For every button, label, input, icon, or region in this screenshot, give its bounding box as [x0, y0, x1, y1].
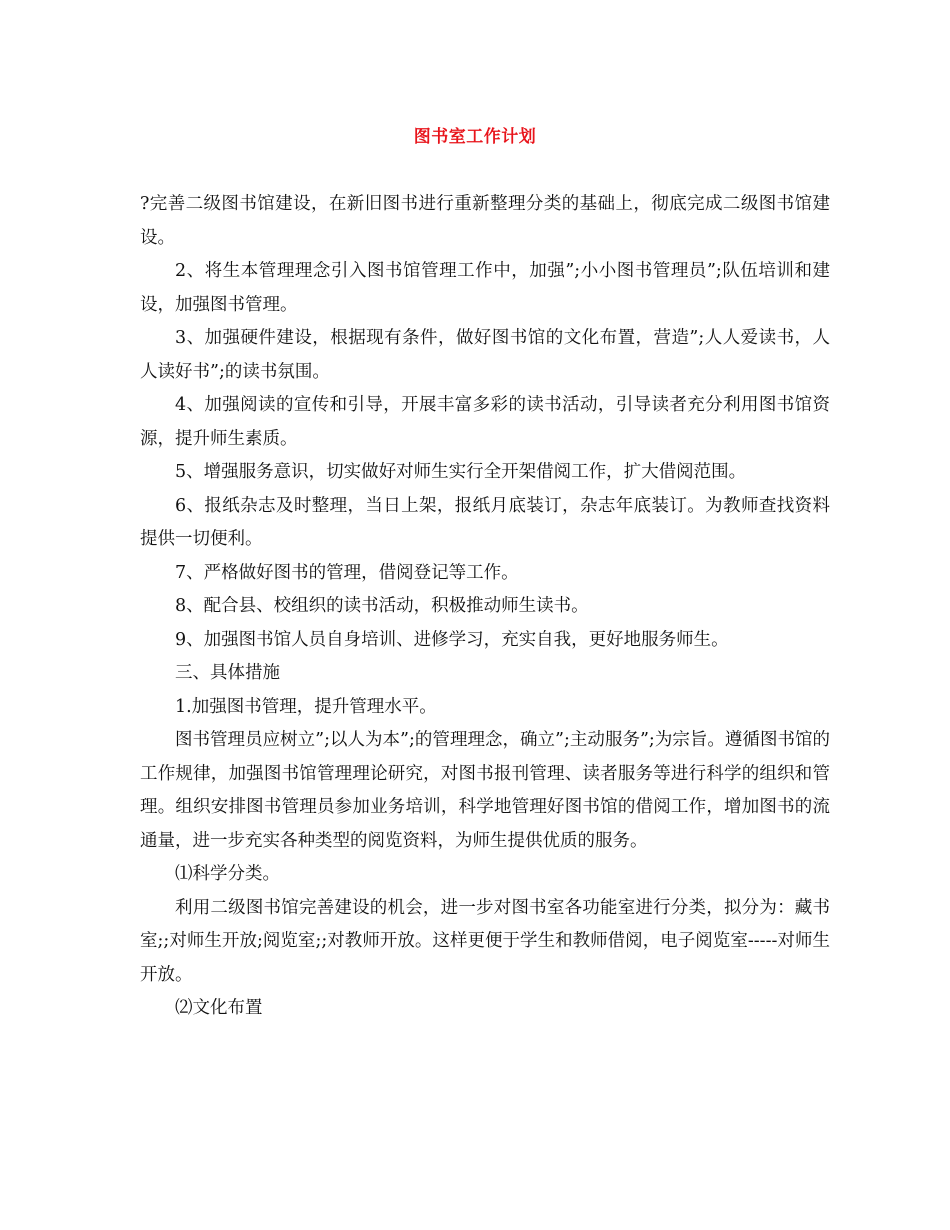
document-body	[140, 188, 830, 1026]
subsection-heading: ⑵文化布置	[175, 998, 263, 1018]
paragraph: 2、将生本管理理念引入图书馆管理工作中，加强”;小小图书管理员”;队伍培训和建设，加强图书管理。	[140, 261, 830, 315]
paragraph: 5、增强服务意识，切实做好对师生实行全开架借阅工作，扩大借阅范围。	[175, 462, 747, 482]
paragraph: 利用二级图书馆完善建设的机会，进一步对图书室各功能室进行分类，拟分为：藏书室;;对师生开放;阅览室;;对教师开放。这样更便于学生和教师借阅，电子阅览室-----对师生开放。	[140, 897, 830, 985]
paragraph: 图书管理员应树立”;以人为本”;的管理理念，确立”;主动服务”;为宗旨。遵循图书馆的工作规律，加强图书馆管理理论研究，对图书报刊管理、读者服务等进行科学的组织和管理。组织安排图书管理员参加业务培训，科学地管理好图书馆的借阅工作，增加图书的流通量，进一步充实各种类型的阅览资料，为师生提供优质的服务。	[140, 730, 830, 851]
subsection-heading: ⑴科学分类。	[175, 864, 280, 884]
paragraph: 9、加强图书馆人员自身培训、进修学习，充实自我，更好地服务师生。	[175, 629, 729, 650]
paragraph: ?完善二级图书馆建设，在新旧图书进行重新整理分类的基础上，彻底完成二级图书馆建设。	[140, 194, 830, 248]
paragraph: 4、加强阅读的宣传和引导，开展丰富多彩的读书活动，引导读者充分利用图书馆资源，提升师生素质。	[140, 395, 830, 449]
document-title: 图书室工作计划	[413, 127, 537, 147]
subsection-heading: 1.加强图书管理，提升管理水平。	[175, 696, 437, 717]
paragraph: 3、加强硬件建设，根据现有条件，做好图书馆的文化布置，营造”;人人爱读书，人人读好书”;的读书氛围。	[140, 328, 830, 382]
paragraph: 7、严格做好图书的管理，借阅登记等工作。	[175, 562, 519, 583]
paragraph: 8、配合县、校组织的读书活动，积极推动师生读书。	[175, 596, 589, 616]
paragraph: 6、报纸杂志及时整理，当日上架，报纸月底装订，杂志年底装订。为教师查找资料提供一切便利。	[140, 495, 830, 549]
section-heading: 三、具体措施	[175, 663, 280, 683]
